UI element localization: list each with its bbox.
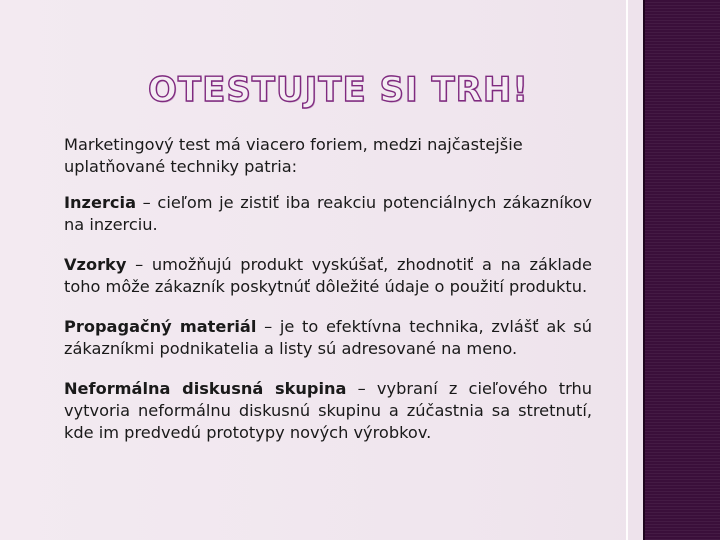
- slide-title: OTESTUJTE SI TRH!: [148, 70, 529, 110]
- item-description: – umožňujú produkt vyskúšať, zhodnotiť a na základe toho môže zákazník poskytnúť dôležité údaje o použití produktu.: [64, 255, 592, 296]
- decorative-divider: [626, 0, 628, 540]
- item-term: Inzercia: [64, 193, 136, 212]
- item-term: Vzorky: [64, 255, 127, 274]
- item-description: – vybraní z cieľového trhu vytvoria neformálnu diskusnú skupinu a zúčastnia sa stretnutí, kde im predvedú prototypy nových výrobkov.: [64, 379, 593, 442]
- item-term: Neformálna diskusná skupina: [64, 379, 347, 398]
- list-item: [40, 316, 592, 360]
- slide-content: [40, 134, 592, 462]
- list-item: [40, 254, 592, 298]
- item-description: – cieľom je zistiť iba reakciu potenciálnych zákazníkov na inzerciu.: [64, 193, 592, 234]
- item-term: Propagačný materiál: [64, 317, 257, 336]
- item-description: – je to efektívna technika, zvlášť ak sú zákazníkmi podnikatelia a listy sú adresované na meno.: [64, 317, 593, 358]
- intro-text: Marketingový test má viacero foriem, medzi najčastejšie uplatňované techniky patria:: [64, 135, 523, 176]
- list-item: [40, 378, 592, 444]
- list-item: [40, 192, 592, 236]
- side-panel-decoration: [643, 0, 720, 540]
